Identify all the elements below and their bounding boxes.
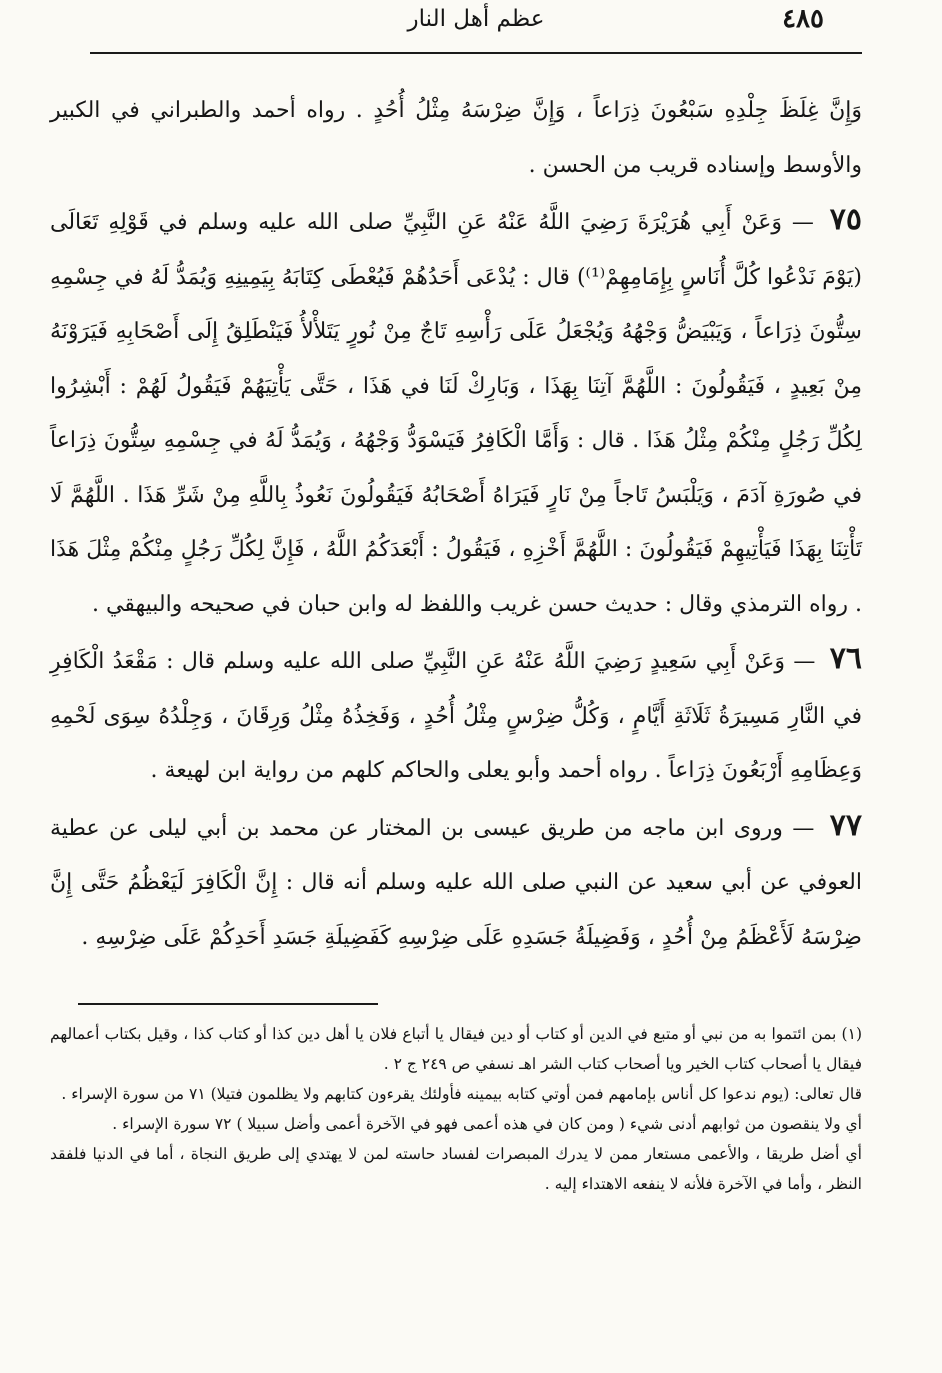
paragraph-text: — وروى ابن ماجه من طريق عيسى بن المختار عن محمد بن أبي ليلى عن عطية العوفي عن أبي سعيد عن النبي صلى الله عليه وسلم أنه قال : إِنَّ الْكَافِرَ لَيَعْظُمُ حَتَّى إِنَّ ضِرْسَهُ لَأَعْظَمُ مِنْ أُحُدٍ ، وَفَضِيلَةُ جَسَدِهِ عَلَى ضِرْسِهِ كَفَضِيلَةِ جَسَدِ أَحَدِكُمْ عَلَى ضِرْسِهِ . xyxy=(50,815,862,950)
paragraph-text: — وَعَنْ أَبِي هُرَيْرَةَ رَضِيَ اللَّهُ عَنْهُ عَنِ النَّبِيِّ صلى الله عليه وسلم في قَوْلِهِ تَعَالَى (يَوْمَ نَدْعُوا كُلَّ أُنَاسٍ بِإِمَامِهِمْ⁽¹⁾) قال : يُدْعَى أَحَدُهُمْ فَيُعْطَى كِتَابَهُ بِيَمِينِهِ وَيُمَدُّ لَهُ في جِسْمِهِ سِتُّونَ ذِرَاعاً ، وَيَبْيَضُّ وَجْهُهُ وَيُجْعَلُ عَلَى رَأْسِهِ تَاجٌ مِنْ نُورٍ يَتَلأْلأُ فَيَنْطَلِقُ إِلَى أَصْحَابِهِ فَيَرَوْنَهُ مِنْ بَعِيدٍ ، فَيَقُولُونَ : اللَّهُمَّ آتِنَا بِهَذَا ، وَبَارِكْ لَنَا في هَذَا ، حَتَّى يَأْتِيَهُمْ فَيَقُولُ لَهُمْ : أَبْشِرُوا لِكُلِّ رَجُلٍ مِنْكُمْ مِثْلُ هَذَا . قال : وَأَمَّا الْكَافِرُ فَيَسْوَدُّ وَجْهُهُ ، وَيُمَدُّ لَهُ في جِسْمِهِ سِتُّونَ ذِرَاعاً في صُورَةِ آدَمَ ، وَيَلْبَسُ تَاجاً مِنْ نَارٍ فَيَرَاهُ أَصْحَابُهُ فَيَقُولُونَ نَعُوذُ بِاللَّهِ مِنْ شَرِّ هَذَا . اللَّهُمَّ لَا تَأْتِنَا بِهَذَا فَيَأْتِيهِمْ فَيَقُولُونَ : اللَّهُمَّ أَخْزِهِ ، فَيَقُولُ : أَبْعَدَكُمُ اللَّهُ ، فَإِنَّ لِكُلِّ رَجُلٍ مِنْكُمْ مِثْلَ هَذَا . رواه الترمذي وقال : حديث حسن غريب واللفظ له وابن حبان في صحيحه والبيهقي . xyxy=(50,210,862,617)
hadith-75 xyxy=(50,193,862,632)
hadith-number: ٧٧ xyxy=(829,807,862,843)
footnote-divider xyxy=(78,1003,378,1005)
footnote: قال تعالى: (يوم ندعوا كل أناس بإمامهم فمن أوتي كتابه بيمينه فأولئك يقرءون كتابهم ولا يظلمون فتيلا) ٧١ من سورة الإسراء . xyxy=(61,1085,862,1103)
page-number: ٤٨٥ xyxy=(782,4,824,34)
hadith-number: ٧٦ xyxy=(829,641,862,676)
running-title: عظم أهل النار xyxy=(407,6,545,32)
footnotes xyxy=(50,1019,862,1199)
paragraph-continuation xyxy=(50,84,862,193)
hadith-77 xyxy=(50,799,862,966)
footnote: أي ولا ينقصون من ثوابهم أدنى شيء ( ومن كان في هذه أعمى فهو في الآخرة أعمى وأضل سبيلا ) ٧٢ سورة الإسراء . xyxy=(112,1115,862,1133)
footnote: (١) بمن ائتموا به من نبي أو متبع في الدين أو كتاب أو دين فيقال يا أتباع فلان يا أهل دين كذا أو كتاب كذا ، وقيل بكتاب أعمالهم فيقال يا أصحاب كتاب الخير ويا أصحاب كتاب الشر اهـ نسفي ص ٢٤٩ ج ٢ . xyxy=(50,1025,862,1073)
hadith-76 xyxy=(50,632,862,799)
footnote: أي أضل طريقا ، والأعمى مستعار ممن لا يدرك المبصرات لفساد حاسته لمن لا يهتدي إلى طريق النجاة ، أما في الدنيا فلفقد النظر ، وأما في الآخرة فلأنه لا ينفعه الاهتداء إليه . xyxy=(50,1145,862,1193)
hadith-number: ٧٥ xyxy=(829,202,862,237)
paragraph-text: — وَعَنْ أَبِي سَعِيدٍ رَضِيَ اللَّهُ عَنْهُ عَنِ النَّبِيِّ صلى الله عليه وسلم قال : مَقْعَدُ الْكَافِرِ في النَّارِ مَسِيرَةُ ثَلَاثَةِ أَيَّامٍ ، وَكُلُّ ضِرْسٍ مِثْلُ أُحُدٍ ، وَفَخِذُهُ مِثْلُ وَرِقَانَ ، وَجِلْدُهُ سِوَى لَحْمِهِ وَعِظَامِهِ أَرْبَعُونَ ذِرَاعاً . رواه أحمد وأبو يعلى والحاكم كلهم من رواية ابن لهيعة . xyxy=(50,649,862,783)
page-header xyxy=(90,0,862,54)
paragraph-text: وَإِنَّ غِلَظَ جِلْدِهِ سَبْعُونَ ذِرَاعاً ، وَإِنَّ ضِرْسَهُ مِثْلُ أُحُدٍ . رواه أحمد والطبراني في الكبير والأوسط وإسناده قريب من الحسن . xyxy=(50,98,862,178)
main-text xyxy=(50,84,862,965)
